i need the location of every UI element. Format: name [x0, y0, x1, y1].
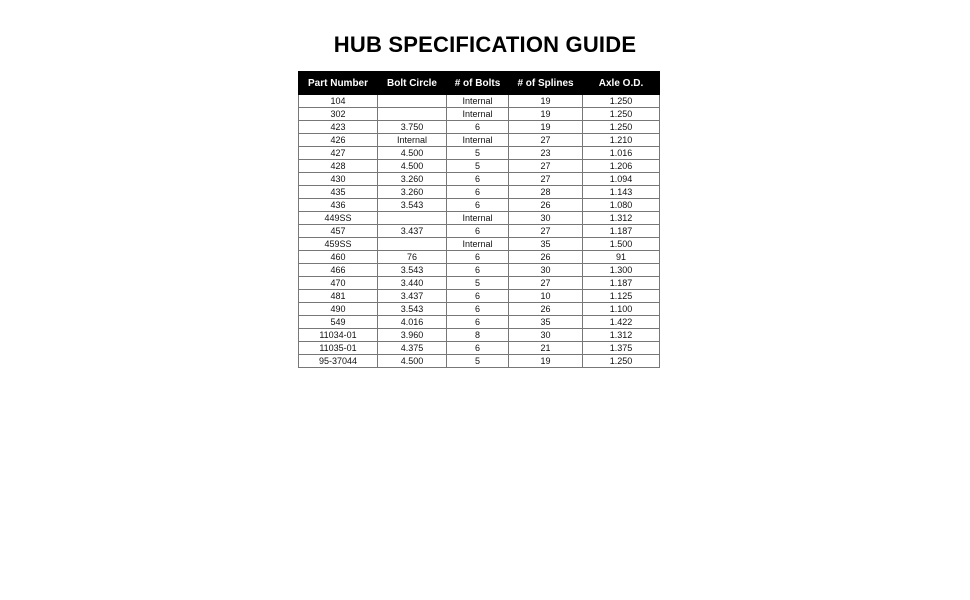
cell-bolt-circle: 3.260 [378, 186, 447, 199]
cell-num-splines: 27 [509, 160, 583, 173]
cell-num-bolts: Internal [447, 95, 509, 108]
cell-num-bolts: 5 [447, 160, 509, 173]
table-row [299, 225, 660, 238]
table-row [299, 264, 660, 277]
cell-axle-od: 1.143 [583, 186, 660, 199]
cell-num-splines: 30 [509, 264, 583, 277]
cell-num-bolts: 6 [447, 186, 509, 199]
table-row [299, 173, 660, 186]
cell-num-splines: 26 [509, 199, 583, 212]
cell-part-number: 427 [299, 147, 378, 160]
table-row [299, 108, 660, 121]
cell-axle-od: 1.187 [583, 225, 660, 238]
cell-num-splines: 28 [509, 186, 583, 199]
cell-bolt-circle: 3.437 [378, 225, 447, 238]
cell-axle-od: 1.375 [583, 342, 660, 355]
table-header-row [299, 72, 660, 95]
cell-part-number: 460 [299, 251, 378, 264]
table-row [299, 160, 660, 173]
cell-num-bolts: 6 [447, 173, 509, 186]
cell-axle-od: 1.080 [583, 199, 660, 212]
cell-num-splines: 30 [509, 212, 583, 225]
cell-bolt-circle: 3.437 [378, 290, 447, 303]
cell-axle-od: 1.094 [583, 173, 660, 186]
cell-part-number: 481 [299, 290, 378, 303]
cell-part-number: 428 [299, 160, 378, 173]
cell-bolt-circle: 3.543 [378, 199, 447, 212]
cell-axle-od: 1.312 [583, 329, 660, 342]
cell-part-number: 490 [299, 303, 378, 316]
cell-num-bolts: Internal [447, 238, 509, 251]
table-row [299, 342, 660, 355]
cell-axle-od: 1.100 [583, 303, 660, 316]
cell-part-number: 302 [299, 108, 378, 121]
header-part-number: Part Number [299, 72, 378, 95]
cell-num-bolts: 6 [447, 225, 509, 238]
header-num-bolts: # of Bolts [447, 72, 509, 95]
cell-num-bolts: 5 [447, 355, 509, 368]
table-row [299, 303, 660, 316]
cell-part-number: 11034-01 [299, 329, 378, 342]
cell-num-bolts: 6 [447, 290, 509, 303]
cell-bolt-circle: 4.500 [378, 355, 447, 368]
cell-axle-od: 1.500 [583, 238, 660, 251]
cell-num-splines: 35 [509, 316, 583, 329]
cell-num-bolts: 6 [447, 199, 509, 212]
cell-axle-od: 1.187 [583, 277, 660, 290]
cell-bolt-circle: 3.543 [378, 264, 447, 277]
cell-axle-od: 1.312 [583, 212, 660, 225]
table-row [299, 251, 660, 264]
cell-bolt-circle: 4.500 [378, 147, 447, 160]
cell-axle-od: 1.250 [583, 355, 660, 368]
cell-part-number: 549 [299, 316, 378, 329]
cell-part-number: 95-37044 [299, 355, 378, 368]
table-row [299, 147, 660, 160]
table-row [299, 95, 660, 108]
cell-axle-od: 1.250 [583, 121, 660, 134]
table-body [299, 95, 660, 368]
header-bolt-circle: Bolt Circle [378, 72, 447, 95]
cell-part-number: 426 [299, 134, 378, 147]
cell-num-bolts: 8 [447, 329, 509, 342]
cell-bolt-circle [378, 108, 447, 121]
cell-axle-od: 91 [583, 251, 660, 264]
cell-num-bolts: 5 [447, 277, 509, 290]
table-row [299, 199, 660, 212]
cell-part-number: 423 [299, 121, 378, 134]
cell-part-number: 436 [299, 199, 378, 212]
cell-part-number: 459SS [299, 238, 378, 251]
cell-num-bolts: 6 [447, 316, 509, 329]
table-row [299, 212, 660, 225]
cell-axle-od: 1.300 [583, 264, 660, 277]
table-row [299, 277, 660, 290]
cell-bolt-circle: 76 [378, 251, 447, 264]
header-num-splines: # of Splines [509, 72, 583, 95]
cell-num-splines: 27 [509, 277, 583, 290]
cell-num-bolts: 6 [447, 251, 509, 264]
cell-num-bolts: 6 [447, 264, 509, 277]
cell-part-number: 466 [299, 264, 378, 277]
table-row [299, 121, 660, 134]
cell-num-splines: 21 [509, 342, 583, 355]
cell-part-number: 435 [299, 186, 378, 199]
cell-part-number: 457 [299, 225, 378, 238]
cell-num-bolts: 5 [447, 147, 509, 160]
cell-num-splines: 26 [509, 303, 583, 316]
cell-num-splines: 19 [509, 95, 583, 108]
cell-bolt-circle: 4.016 [378, 316, 447, 329]
cell-bolt-circle: 3.543 [378, 303, 447, 316]
table-row [299, 355, 660, 368]
cell-num-splines: 19 [509, 121, 583, 134]
cell-bolt-circle: 4.500 [378, 160, 447, 173]
cell-axle-od: 1.210 [583, 134, 660, 147]
cell-bolt-circle [378, 95, 447, 108]
cell-part-number: 430 [299, 173, 378, 186]
cell-bolt-circle [378, 212, 447, 225]
cell-num-splines: 35 [509, 238, 583, 251]
table-row [299, 134, 660, 147]
hub-spec-table [298, 71, 660, 368]
cell-num-splines: 19 [509, 355, 583, 368]
cell-num-bolts: Internal [447, 212, 509, 225]
cell-axle-od: 1.250 [583, 95, 660, 108]
table-row [299, 238, 660, 251]
cell-axle-od: 1.125 [583, 290, 660, 303]
cell-part-number: 470 [299, 277, 378, 290]
cell-bolt-circle [378, 238, 447, 251]
cell-num-splines: 30 [509, 329, 583, 342]
table-row [299, 290, 660, 303]
cell-axle-od: 1.206 [583, 160, 660, 173]
cell-num-splines: 27 [509, 134, 583, 147]
cell-bolt-circle: 4.375 [378, 342, 447, 355]
cell-axle-od: 1.016 [583, 147, 660, 160]
cell-bolt-circle: 3.750 [378, 121, 447, 134]
table-row [299, 186, 660, 199]
cell-bolt-circle: 3.440 [378, 277, 447, 290]
cell-num-bolts: Internal [447, 134, 509, 147]
cell-axle-od: 1.422 [583, 316, 660, 329]
cell-num-bolts: 6 [447, 342, 509, 355]
cell-axle-od: 1.250 [583, 108, 660, 121]
cell-num-splines: 23 [509, 147, 583, 160]
cell-num-bolts: 6 [447, 303, 509, 316]
cell-num-splines: 27 [509, 173, 583, 186]
cell-num-splines: 19 [509, 108, 583, 121]
header-axle-od: Axle O.D. [583, 72, 660, 95]
cell-num-splines: 26 [509, 251, 583, 264]
cell-part-number: 449SS [299, 212, 378, 225]
page-title: HUB SPECIFICATION GUIDE [333, 32, 637, 57]
table-row [299, 329, 660, 342]
cell-bolt-circle: Internal [378, 134, 447, 147]
table-row [299, 316, 660, 329]
cell-part-number: 104 [299, 95, 378, 108]
cell-bolt-circle: 3.260 [378, 173, 447, 186]
cell-num-splines: 27 [509, 225, 583, 238]
cell-num-bolts: Internal [447, 108, 509, 121]
cell-part-number: 11035-01 [299, 342, 378, 355]
cell-num-bolts: 6 [447, 121, 509, 134]
cell-num-splines: 10 [509, 290, 583, 303]
cell-bolt-circle: 3.960 [378, 329, 447, 342]
